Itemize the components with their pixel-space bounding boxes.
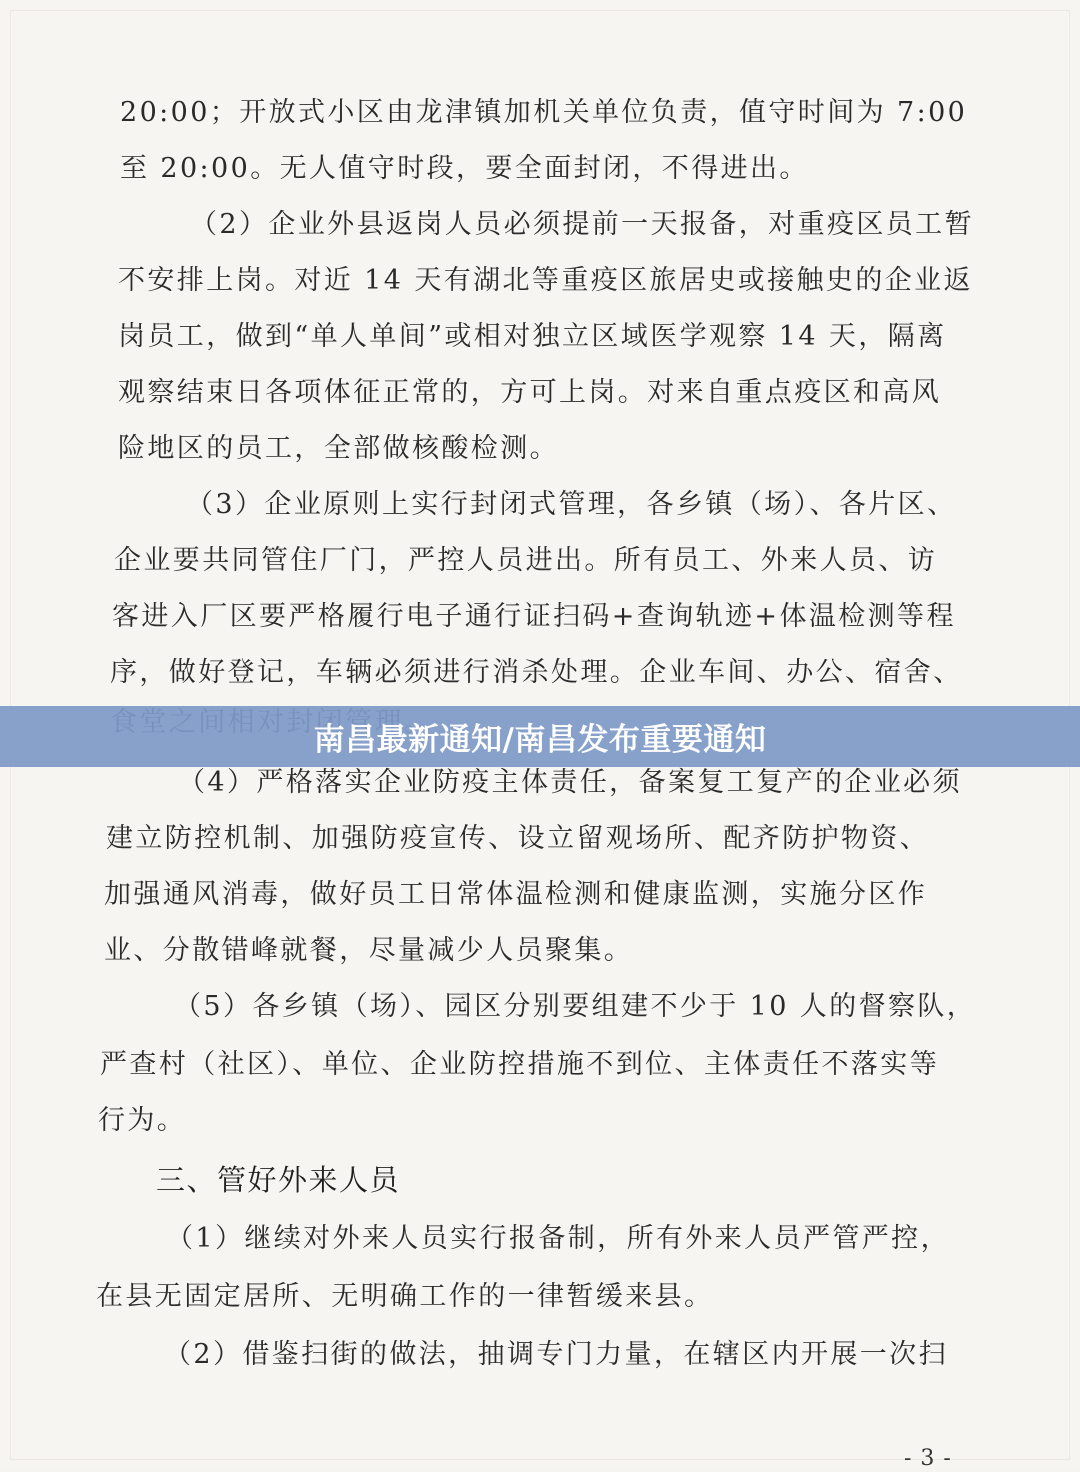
document-line: 业、分散错峰就餐，尽量减少人员聚集。 xyxy=(104,935,634,966)
page-number: - 3 - xyxy=(904,1446,952,1471)
document-line: 行为。 xyxy=(98,1105,187,1136)
section-heading: 三、管好外来人员 xyxy=(156,1163,401,1197)
document-line: （5）各乡镇（场）、园区分别要组建不少于 10 人的督察队， xyxy=(174,991,977,1022)
document-line: 企业要共同管住厂门，严控人员进出。所有员工、外来人员、访 xyxy=(114,545,938,576)
document-line: 不安排上岗。对近 14 天有湖北等重疫区旅居史或接触史的企业返 xyxy=(118,265,973,296)
document-line: 严查村（社区）、单位、企业防控措施不到位、主体责任不落实等 xyxy=(100,1049,940,1080)
document-line: 加强通风消毒，做好员工日常体温检测和健康监测，实施分区作 xyxy=(104,879,928,910)
document-line: 20:00；开放式小区由龙津镇加机关单位负责，值守时间为 7:00 xyxy=(120,97,968,128)
document-line: 客进入厂区要严格履行电子通行证扫码+查询轨迹+体温检测等程 xyxy=(112,601,956,632)
document-line: 至 20:00。无人值守时段，要全面封闭，不得进出。 xyxy=(120,153,809,184)
document-line: （1）继续对外来人员实行报备制，所有外来人员严管严控， xyxy=(166,1223,950,1254)
document-line: 观察结束日各项体征正常的，方可上岗。对来自重点疫区和高风 xyxy=(118,377,942,408)
banner-title: 南昌最新通知/南昌发布重要通知 xyxy=(313,722,767,758)
document-line: （4）严格落实企业防疫主体责任，备案复工复产的企业必须 xyxy=(178,767,962,798)
document-line: （2）借鉴扫街的做法，抽调专门力量，在辖区内开展一次扫 xyxy=(164,1339,948,1370)
document-line: 序，做好登记，车辆必须进行消杀处理。企业车间、办公、宿舍、 xyxy=(110,657,963,688)
document-line: 建立防控机制、加强防疫宣传、设立留观场所、配齐防护物资、 xyxy=(106,823,930,854)
document-line: 险地区的员工，全部做核酸检测。 xyxy=(118,433,559,464)
document-line: 岗员工，做到“单人单间”或相对独立区域医学观察 14 天，隔离 xyxy=(118,321,947,352)
document-line: （3）企业原则上实行封闭式管理，各乡镇（场）、各片区、 xyxy=(186,489,957,520)
document-line: 在县无固定居所、无明确工作的一律暂缓来县。 xyxy=(96,1281,714,1312)
title-banner xyxy=(0,706,1080,767)
document-line: （2）企业外县返岗人员必须提前一天报备，对重疫区员工暂 xyxy=(190,209,974,240)
